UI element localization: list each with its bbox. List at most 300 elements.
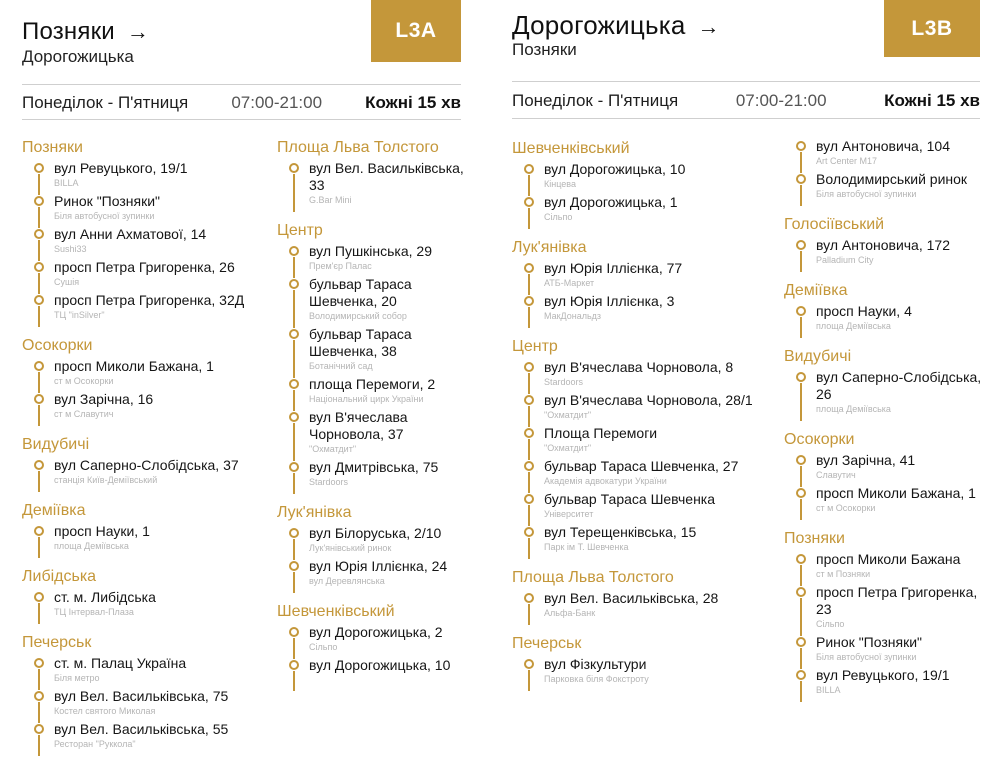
route-line <box>800 383 802 421</box>
stop-landmark: Університет <box>544 509 594 519</box>
stop-item <box>512 590 772 623</box>
stop-name: Площа Перемоги <box>544 425 658 441</box>
stop-list <box>22 457 262 490</box>
route-line <box>528 439 530 460</box>
stop-item <box>22 688 262 721</box>
district-heading: Осокорки <box>784 431 855 448</box>
stop-name: просп Науки, 1 <box>54 523 150 539</box>
stop-landmark: Stardoors <box>544 377 584 387</box>
stop-item <box>784 452 994 485</box>
stop-item <box>277 624 477 657</box>
stop-name: Володимирський ринок <box>816 171 968 187</box>
stop-marker-icon <box>796 372 806 382</box>
stop-marker-icon <box>34 361 44 371</box>
route-line <box>800 499 802 520</box>
route-title <box>22 18 149 46</box>
stop-name: площа Перемоги, 2 <box>309 376 436 392</box>
stop-item <box>784 303 994 336</box>
stop-landmark: Прем'єр Палас <box>309 261 372 271</box>
stop-name: вул Пушкінська, 29 <box>309 243 433 259</box>
route-line <box>38 174 40 195</box>
schedule-frequency: Кожні 15 хв <box>365 93 461 112</box>
stop-item <box>512 194 772 227</box>
stop-name: вул Саперно-Слобідська, 26 <box>816 369 982 402</box>
stop-item <box>784 667 994 700</box>
route-line <box>38 735 40 756</box>
stop-marker-icon <box>524 164 534 174</box>
stop-item <box>277 160 477 210</box>
stop-list <box>512 359 772 557</box>
stop-list <box>512 656 772 689</box>
stop-item <box>784 237 994 270</box>
stop-landmark: Біля автобусної зупинки <box>816 652 917 662</box>
stop-item <box>784 584 994 634</box>
route-line <box>800 185 802 206</box>
stop-name: бульвар Тараса Шевченка, 20 <box>309 276 412 309</box>
schedule-hours: 07:00-21:00 <box>735 91 827 110</box>
route-line <box>528 604 530 625</box>
stop-name: вул Дмитрівська, 75 <box>309 459 439 475</box>
stop-landmark: Сільпо <box>544 212 573 222</box>
stop-item <box>277 657 477 689</box>
route-destination: Позняки <box>512 40 577 59</box>
stop-marker-icon <box>524 461 534 471</box>
route-line <box>38 603 40 624</box>
stop-marker-icon <box>796 637 806 647</box>
stop-marker-icon <box>289 163 299 173</box>
stop-list <box>22 523 262 556</box>
route-line <box>528 406 530 427</box>
stop-item <box>277 409 477 459</box>
route-line <box>293 340 295 378</box>
stop-marker-icon <box>34 394 44 404</box>
stop-name: просп Науки, 4 <box>816 303 912 319</box>
stop-item <box>277 276 477 326</box>
stop-item <box>22 457 262 490</box>
route-line <box>800 317 802 338</box>
stop-item <box>22 523 262 556</box>
route-line <box>38 207 40 228</box>
stop-marker-icon <box>796 488 806 498</box>
stop-marker-icon <box>34 526 44 536</box>
stop-name: вул Дорогожицька, 1 <box>544 194 678 210</box>
route-line <box>528 373 530 394</box>
stop-marker-icon <box>796 240 806 250</box>
stop-item <box>277 558 477 591</box>
route-line <box>800 152 802 173</box>
stop-marker-icon <box>289 528 299 538</box>
stop-list <box>277 160 477 210</box>
stop-marker-icon <box>289 462 299 472</box>
stop-item <box>277 459 477 492</box>
stop-name: вул Вел. Васильківська, 55 <box>54 721 229 737</box>
stops-column <box>22 139 262 754</box>
stop-marker-icon <box>524 296 534 306</box>
stop-name: вул Саперно-Слобідська, 37 <box>54 457 239 473</box>
stop-landmark: Сільпо <box>816 619 845 629</box>
stop-list <box>277 243 477 492</box>
schedule-hours: 07:00-21:00 <box>231 93 323 112</box>
stop-landmark: "Охматдит" <box>544 443 592 453</box>
stop-landmark: станція Київ-Деміївський <box>54 475 158 485</box>
stop-marker-icon <box>289 412 299 422</box>
stop-marker-icon <box>524 263 534 273</box>
stop-item <box>512 425 772 458</box>
stop-landmark: Парк ім Т. Шевченка <box>544 542 629 552</box>
district-heading: Шевченківський <box>277 603 395 620</box>
stop-marker-icon <box>796 587 806 597</box>
route-destination: Дорогожицька <box>22 47 134 66</box>
route-line <box>528 175 530 196</box>
stop-item <box>512 491 772 524</box>
stop-list <box>784 138 994 204</box>
stop-list <box>784 237 994 270</box>
stop-marker-icon <box>524 659 534 669</box>
stop-marker-icon <box>289 627 299 637</box>
route-line <box>38 471 40 492</box>
stops-column <box>512 140 772 689</box>
district-heading: Лук'янівка <box>277 504 352 521</box>
stop-marker-icon <box>34 460 44 470</box>
district-heading: Центр <box>277 222 323 239</box>
route-line <box>38 306 40 327</box>
stop-list <box>512 161 772 227</box>
district-heading: Печерськ <box>22 634 92 651</box>
stop-name: вул Зарічна, 16 <box>54 391 154 407</box>
stop-landmark: Ботанічний сад <box>309 361 373 371</box>
stop-landmark: вул Деревлянська <box>309 576 385 586</box>
stop-item <box>512 524 772 557</box>
stop-marker-icon <box>796 670 806 680</box>
route-line <box>293 174 295 212</box>
stop-name: ст. м. Либідська <box>54 589 156 605</box>
stop-list <box>22 655 262 754</box>
schedule-days: Понеділок - П'ятниця <box>22 93 189 112</box>
divider <box>512 81 980 82</box>
district-heading: Видубичі <box>784 348 852 365</box>
stop-name: вул Дорогожицька, 10 <box>544 161 686 177</box>
route-line <box>800 598 802 636</box>
stop-landmark: "Охматдит" <box>544 410 592 420</box>
stop-item <box>22 721 262 754</box>
arrow-right-icon: → <box>697 14 720 39</box>
stop-name: просп Петра Григоренка, 32Д <box>54 292 245 308</box>
stop-list <box>512 260 772 326</box>
stop-item <box>784 634 994 667</box>
stop-landmark: площа Деміївська <box>54 541 129 551</box>
district-heading: Лук'янівка <box>512 239 587 256</box>
stop-marker-icon <box>289 379 299 389</box>
stop-marker-icon <box>524 428 534 438</box>
stop-marker-icon <box>524 494 534 504</box>
stop-list <box>22 358 262 424</box>
route-line <box>800 565 802 586</box>
stop-item <box>512 161 772 194</box>
schedule-row <box>512 88 980 114</box>
stop-landmark: G.Bar Mini <box>309 195 352 205</box>
stop-item <box>512 656 772 689</box>
stop-marker-icon <box>796 455 806 465</box>
stop-marker-icon <box>524 395 534 405</box>
route-title <box>512 10 720 41</box>
stop-name: просп Миколи Бажана <box>816 551 961 567</box>
district-heading: Площа Льва Толстого <box>277 139 439 156</box>
stop-item <box>784 369 994 419</box>
route-line <box>38 702 40 723</box>
route-line <box>800 251 802 272</box>
schedule-frequency: Кожні 15 хв <box>884 91 980 110</box>
stop-item <box>784 138 994 171</box>
route-line <box>293 390 295 411</box>
stop-name: вул Ревуцького, 19/1 <box>816 667 950 683</box>
district-heading: Деміївка <box>22 502 86 519</box>
stop-item <box>22 589 262 622</box>
stop-landmark: Костел святого Миколая <box>54 706 156 716</box>
stop-landmark: площа Деміївська <box>816 321 891 331</box>
stop-landmark: Сільпо <box>309 642 338 652</box>
route-line <box>38 273 40 294</box>
stop-landmark: Лук'янівський ринок <box>309 543 392 553</box>
stop-name: Ринок "Позняки" <box>54 193 160 209</box>
stop-landmark: Ресторан "Руккола" <box>54 739 136 749</box>
stop-name: просп Петра Григоренка, 23 <box>816 584 978 617</box>
stop-name: вул Юрія Іллієнка, 3 <box>544 293 675 309</box>
district-heading: Либідська <box>22 568 97 585</box>
stop-item <box>22 292 262 325</box>
stop-name: вул Анни Ахматової, 14 <box>54 226 207 242</box>
stop-marker-icon <box>524 197 534 207</box>
route-line <box>528 538 530 559</box>
stop-item <box>22 391 262 424</box>
route-line <box>528 307 530 328</box>
stop-item <box>512 392 772 425</box>
stop-name: вул В'ячеслава Чорновола, 28/1 <box>544 392 753 408</box>
district-heading: Позняки <box>784 530 845 547</box>
stop-landmark: ст м Осокорки <box>54 376 114 386</box>
route-line <box>293 290 295 328</box>
stop-marker-icon <box>34 229 44 239</box>
route-line <box>528 208 530 229</box>
stop-name: вул Дорогожицька, 10 <box>309 657 451 673</box>
stop-landmark: Біля автобусної зупинки <box>816 189 917 199</box>
divider <box>512 118 980 119</box>
stop-marker-icon <box>34 658 44 668</box>
stop-landmark: "Охматдит" <box>309 444 357 454</box>
district-heading: Площа Льва Толстого <box>512 569 674 586</box>
route-line <box>38 405 40 426</box>
stop-landmark: Кінцева <box>544 179 576 189</box>
stop-name: вул Вел. Васильківська, 75 <box>54 688 229 704</box>
stop-name: вул Зарічна, 41 <box>816 452 916 468</box>
stop-name: вул Вел. Васильківська, 28 <box>544 590 719 606</box>
stop-landmark: ст м Позняки <box>816 569 871 579</box>
stop-landmark: Сушія <box>54 277 80 287</box>
stop-landmark: ст м Славутич <box>54 409 114 419</box>
stop-item <box>277 525 477 558</box>
stop-name: вул Фізкультури <box>544 656 647 672</box>
route-line <box>38 537 40 558</box>
stop-list <box>277 624 477 689</box>
district-heading: Осокорки <box>22 337 93 354</box>
stop-landmark: ТЦ Інтервал-Плаза <box>54 607 134 617</box>
route-code-badge: L3A <box>371 0 461 62</box>
stop-name: вул Антоновича, 104 <box>816 138 950 154</box>
stop-name: вул Вел. Васильківська, 33 <box>309 160 464 193</box>
route-line <box>38 669 40 690</box>
stop-item <box>512 458 772 491</box>
stop-landmark: Парковка біля Фокстроту <box>544 674 649 684</box>
stop-marker-icon <box>796 141 806 151</box>
stop-name: вул Ревуцького, 19/1 <box>54 160 188 176</box>
stop-item <box>22 160 262 193</box>
stop-name: вул Білоруська, 2/10 <box>309 525 442 541</box>
route-line <box>800 466 802 487</box>
route-line <box>293 572 295 593</box>
stop-marker-icon <box>289 246 299 256</box>
stop-name: вул Юрія Іллієнка, 77 <box>544 260 683 276</box>
route-line <box>293 257 295 278</box>
stop-name: вул В'ячеслава Чорновола, 37 <box>309 409 408 442</box>
stop-landmark: МакДональдз <box>544 311 602 321</box>
stop-list <box>784 369 994 419</box>
stop-marker-icon <box>34 724 44 734</box>
stop-name: бульвар Тараса Шевченка, 27 <box>544 458 739 474</box>
district-heading: Голосіївський <box>784 216 885 233</box>
route-line <box>800 681 802 702</box>
stop-marker-icon <box>34 592 44 602</box>
stop-list <box>22 589 262 622</box>
stop-marker-icon <box>289 329 299 339</box>
stop-landmark: Славутич <box>816 470 856 480</box>
stop-landmark: ст м Осокорки <box>816 503 876 513</box>
stop-marker-icon <box>34 196 44 206</box>
stop-name: ст. м. Палац Україна <box>54 655 187 671</box>
stop-marker-icon <box>524 362 534 372</box>
stop-item <box>22 193 262 226</box>
stop-marker-icon <box>524 593 534 603</box>
stop-name: просп Миколи Бажана, 1 <box>816 485 976 501</box>
stop-landmark: Stardoors <box>309 477 349 487</box>
route-line <box>528 274 530 295</box>
stop-name: бульвар Тараса Шевченка <box>544 491 716 507</box>
route-line <box>38 240 40 261</box>
stop-landmark: Біля автобусної зупинки <box>54 211 155 221</box>
route-origin: Дорогожицька <box>512 10 686 40</box>
route-panel-l3a <box>0 0 490 768</box>
stop-item <box>22 358 262 391</box>
stop-list <box>784 452 994 518</box>
stop-marker-icon <box>796 306 806 316</box>
stop-name: просп Петра Григоренка, 26 <box>54 259 235 275</box>
route-line <box>293 638 295 659</box>
route-panel-l3b <box>500 0 1002 768</box>
stop-name: вул Юрія Іллієнка, 24 <box>309 558 448 574</box>
route-code-badge: L3B <box>884 0 980 57</box>
stop-landmark: Академія адвокатури України <box>544 476 667 486</box>
stop-list <box>784 303 994 336</box>
stop-landmark: Sushi33 <box>54 244 87 254</box>
stop-item <box>512 359 772 392</box>
stop-landmark: BILLA <box>54 178 79 188</box>
stop-item <box>277 376 477 409</box>
stop-name: вул В'ячеслава Чорновола, 8 <box>544 359 734 375</box>
stop-landmark: ТЦ "inSilver" <box>54 310 105 320</box>
stop-item <box>784 551 994 584</box>
route-line <box>38 372 40 393</box>
stop-marker-icon <box>34 691 44 701</box>
district-heading: Позняки <box>22 139 83 156</box>
stop-name: бульвар Тараса Шевченка, 38 <box>309 326 412 359</box>
route-line <box>293 539 295 560</box>
schedule-days: Понеділок - П'ятниця <box>512 91 679 110</box>
stop-list <box>512 590 772 623</box>
stop-list <box>22 160 262 325</box>
route-line <box>528 472 530 493</box>
stop-marker-icon <box>289 561 299 571</box>
stop-landmark: BILLA <box>816 685 841 695</box>
stop-landmark: Альфа-Банк <box>544 608 596 618</box>
route-line <box>293 671 295 691</box>
schedule-row <box>22 90 461 116</box>
stop-marker-icon <box>289 279 299 289</box>
route-line <box>800 648 802 669</box>
stops-column <box>277 139 477 689</box>
route-line <box>293 423 295 461</box>
stop-marker-icon <box>34 295 44 305</box>
arrow-right-icon: → <box>126 19 150 44</box>
stop-item <box>277 326 477 376</box>
stop-item <box>512 293 772 326</box>
stop-landmark: Біля метро <box>54 673 100 683</box>
stop-landmark: Володимирський собор <box>309 311 407 321</box>
stop-landmark: площа Деміївська <box>816 404 891 414</box>
stop-item <box>512 260 772 293</box>
district-heading: Видубичі <box>22 436 90 453</box>
stop-landmark: Palladium City <box>816 255 874 265</box>
district-heading: Центр <box>512 338 558 355</box>
stop-marker-icon <box>289 660 299 670</box>
district-heading: Шевченківський <box>512 140 630 157</box>
stop-marker-icon <box>524 527 534 537</box>
stops-column <box>784 138 994 700</box>
stop-item <box>784 485 994 518</box>
stop-landmark: Art Center M17 <box>816 156 878 166</box>
stop-marker-icon <box>796 174 806 184</box>
stop-name: просп Миколи Бажана, 1 <box>54 358 214 374</box>
stop-item <box>784 171 994 204</box>
stop-name: вул Антоновича, 172 <box>816 237 950 253</box>
stop-landmark: АТБ-Маркет <box>544 278 595 288</box>
stop-name: Ринок "Позняки" <box>816 634 922 650</box>
route-origin: Позняки <box>22 18 115 45</box>
stop-item <box>277 243 477 276</box>
stop-list <box>277 525 477 591</box>
stop-item <box>22 655 262 688</box>
route-line <box>528 505 530 526</box>
stop-landmark: Національний цирк України <box>309 394 424 404</box>
divider <box>22 84 461 85</box>
district-heading: Печерськ <box>512 635 582 652</box>
stop-name: вул Дорогожицька, 2 <box>309 624 443 640</box>
stop-list <box>784 551 994 700</box>
stop-marker-icon <box>34 262 44 272</box>
route-line <box>293 473 295 494</box>
divider <box>22 119 461 120</box>
stop-item <box>22 226 262 259</box>
stop-marker-icon <box>34 163 44 173</box>
stop-marker-icon <box>796 554 806 564</box>
stop-item <box>22 259 262 292</box>
